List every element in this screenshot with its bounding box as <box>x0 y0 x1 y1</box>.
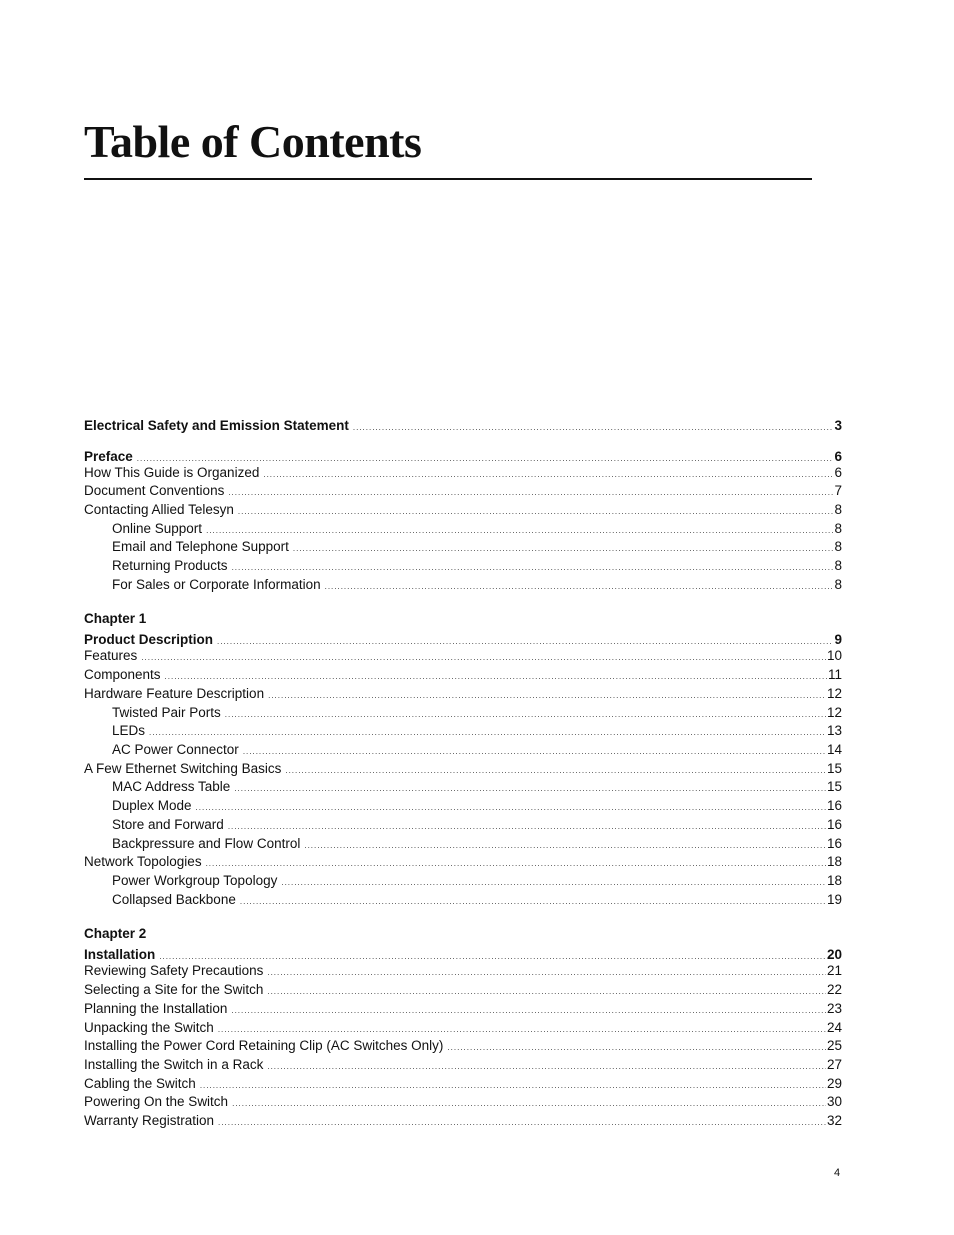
dot-leader <box>353 419 834 437</box>
dot-leader <box>232 1095 826 1113</box>
toc-entry-label: Installing the Power Cord Retaining Clip (AC Switches Only) <box>84 1038 444 1053</box>
chapter-heading-1: Chapter 1 <box>84 611 147 626</box>
toc-entry-unpacking[interactable] <box>84 1019 842 1037</box>
toc-entry-page: 11 <box>827 667 842 682</box>
dot-leader <box>268 687 826 705</box>
dot-leader <box>447 1039 826 1057</box>
toc-entry-page: 16 <box>826 798 842 813</box>
toc-entry-label: Collapsed Backbone <box>112 892 236 907</box>
toc-entry-page: 8 <box>834 558 842 573</box>
toc-entry-page: 16 <box>826 817 842 832</box>
toc-entry-retaining-clip[interactable] <box>84 1037 842 1055</box>
toc-entry-hardware-feature[interactable] <box>84 685 842 703</box>
title-rule <box>84 178 812 180</box>
dot-leader <box>196 799 826 817</box>
dot-leader <box>267 983 826 1001</box>
toc-entry-network-topologies[interactable] <box>84 853 842 871</box>
dot-leader <box>281 874 826 892</box>
toc-entry-label: Twisted Pair Ports <box>112 705 221 720</box>
toc-entry-store-forward[interactable] <box>112 816 842 834</box>
toc-entry-page: 14 <box>826 742 842 757</box>
toc-entry-label: Components <box>84 667 161 682</box>
toc-entry-planning-installation[interactable] <box>84 1000 842 1018</box>
toc-entry-email-telephone[interactable] <box>112 538 842 556</box>
toc-entry-page: 15 <box>826 779 842 794</box>
toc-entry-page: 27 <box>826 1057 842 1072</box>
toc-entry-page: 18 <box>826 873 842 888</box>
dot-leader <box>234 780 826 798</box>
dot-leader <box>149 724 826 742</box>
toc-entry-page: 32 <box>826 1113 842 1128</box>
toc-entry-components[interactable] <box>84 666 842 684</box>
toc-entry-label: Selecting a Site for the Switch <box>84 982 264 997</box>
toc-entry-label: Backpressure and Flow Control <box>112 836 301 851</box>
toc-entry-page: 24 <box>826 1020 842 1035</box>
toc-entry-page: 20 <box>826 947 842 962</box>
toc-entry-twisted-pair[interactable] <box>112 704 842 722</box>
toc-entry-page: 30 <box>826 1094 842 1109</box>
toc-entry-page: 13 <box>826 723 842 738</box>
toc-entry-label: AC Power Connector <box>112 742 239 757</box>
toc-entry-collapsed-backbone[interactable] <box>112 891 842 909</box>
toc-entry-sales-corporate[interactable] <box>112 576 842 594</box>
dot-leader <box>267 1058 826 1076</box>
toc-entry-page: 18 <box>826 854 842 869</box>
dot-leader <box>218 1114 826 1132</box>
dot-leader <box>238 503 834 521</box>
toc-entry-label: Installation <box>84 947 156 962</box>
toc-entry-page: 8 <box>834 521 842 536</box>
toc-entry-label: Power Workgroup Topology <box>112 873 278 888</box>
page-title: Table of Contents <box>84 116 422 167</box>
toc-entry-label: Electrical Safety and Emission Statement <box>84 418 349 433</box>
toc-entry-label: Contacting Allied Telesyn <box>84 502 234 517</box>
toc-entry-page: 12 <box>826 705 842 720</box>
toc-entry-label: Cabling the Switch <box>84 1076 196 1091</box>
toc-entry-page: 15 <box>826 761 842 776</box>
dot-leader <box>228 818 826 836</box>
toc-entry-rack-install[interactable] <box>84 1056 842 1074</box>
dot-leader <box>240 893 826 911</box>
toc-entry-powering-on[interactable] <box>84 1093 842 1111</box>
dot-leader <box>228 484 833 502</box>
toc-entry-warranty[interactable] <box>84 1112 842 1130</box>
toc-entry-page: 12 <box>826 686 842 701</box>
dot-leader <box>206 855 826 873</box>
toc-entry-label: LEDs <box>112 723 146 738</box>
toc-entry-label: Powering On the Switch <box>84 1094 229 1109</box>
toc-entry-page: 7 <box>834 483 842 498</box>
dot-leader <box>231 1002 826 1020</box>
toc-entry-mac-address[interactable] <box>112 778 842 796</box>
toc-entry-label: How This Guide is Organized <box>84 465 260 480</box>
toc-entry-label: Preface <box>84 449 133 464</box>
dot-leader <box>325 578 834 596</box>
chapter-heading-2: Chapter 2 <box>84 926 147 941</box>
dot-leader <box>165 668 827 686</box>
toc-entry-label: Features <box>84 648 138 663</box>
toc-entry-label: Email and Telephone Support <box>112 539 289 554</box>
toc-entry-duplex-mode[interactable] <box>112 797 842 815</box>
toc-entry-page: 6 <box>834 465 842 480</box>
toc-entry-how-this-guide[interactable] <box>84 464 842 482</box>
toc-entry-leds[interactable] <box>112 722 842 740</box>
page-number: 4 <box>834 1167 841 1179</box>
toc-entry-document-conventions[interactable] <box>84 482 842 500</box>
dot-leader <box>293 540 834 558</box>
toc-entry-label: Installing the Switch in a Rack <box>84 1057 264 1072</box>
toc-entry-ethernet-basics[interactable] <box>84 760 842 778</box>
toc-entry-page: 10 <box>826 648 842 663</box>
toc-entry-safety-precautions[interactable] <box>84 962 842 980</box>
toc-entry-page: 8 <box>834 577 842 592</box>
dot-leader <box>267 964 826 982</box>
toc-entry-label: Hardware Feature Description <box>84 686 265 701</box>
toc-entry-label: Product Description <box>84 632 214 647</box>
toc-entry-label: Planning the Installation <box>84 1001 228 1016</box>
toc-entry-label: Warranty Registration <box>84 1113 215 1128</box>
toc-entry-backpressure[interactable] <box>112 835 842 853</box>
toc-entry-page: 29 <box>826 1076 842 1091</box>
toc-entry-label: For Sales or Corporate Information <box>112 577 321 592</box>
toc-entry-ac-power[interactable] <box>112 741 842 759</box>
toc-entry-label: Returning Products <box>112 558 228 573</box>
toc-entry-page: 16 <box>826 836 842 851</box>
toc-entry-label: Store and Forward <box>112 817 224 832</box>
dot-leader <box>232 559 834 577</box>
toc-entry-page: 25 <box>826 1038 842 1053</box>
toc-entry-electrical-safety[interactable] <box>84 417 842 435</box>
toc-entry-page: 3 <box>834 418 842 433</box>
toc-entry-features[interactable] <box>84 647 842 665</box>
toc-entry-online-support[interactable] <box>112 520 842 538</box>
toc-entry-label: Network Topologies <box>84 854 202 869</box>
toc-entry-page: 23 <box>826 1001 842 1016</box>
toc-entry-label: Reviewing Safety Precautions <box>84 963 264 978</box>
toc-entry-page: 19 <box>826 892 842 907</box>
toc-entry-label: MAC Address Table <box>112 779 231 794</box>
toc-entry-label: Document Conventions <box>84 483 225 498</box>
toc-entry-page: 21 <box>826 963 842 978</box>
toc-entry-cabling[interactable] <box>84 1075 842 1093</box>
toc-entry-page: 9 <box>834 632 842 647</box>
dot-leader <box>141 649 826 667</box>
toc-entry-page: 22 <box>826 982 842 997</box>
toc-entry-returning-products[interactable] <box>112 557 842 575</box>
dot-leader <box>243 743 826 761</box>
toc-entry-page: 8 <box>834 502 842 517</box>
toc-entry-label: Duplex Mode <box>112 798 192 813</box>
toc-entry-label: Online Support <box>112 521 203 536</box>
toc-entry-selecting-site[interactable] <box>84 981 842 999</box>
toc-entry-label: A Few Ethernet Switching Basics <box>84 761 282 776</box>
toc-entry-power-workgroup[interactable] <box>112 872 842 890</box>
toc-entry-contacting[interactable] <box>84 501 842 519</box>
toc-entry-page: 6 <box>834 449 842 464</box>
toc-entry-label: Unpacking the Switch <box>84 1020 214 1035</box>
toc-entry-page: 8 <box>834 539 842 554</box>
